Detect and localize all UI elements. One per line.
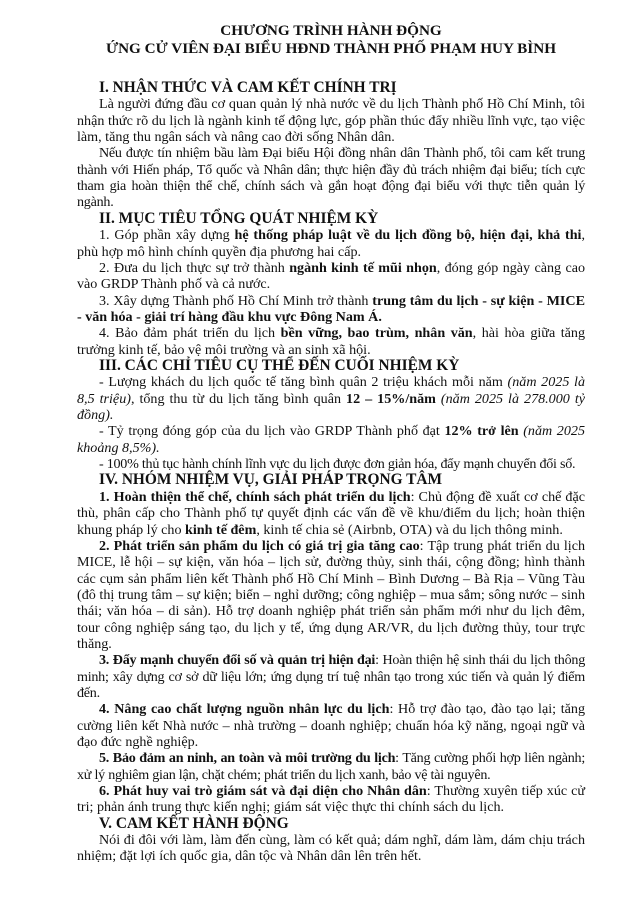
text: : Hỗ trợ đào tạo, đào tạo lại; tăng cường liên kết Nhà nước – nhà trường – doanh nghiệp; chuẩn hóa kỹ năng, ngoại ngữ và đạo đức nghề nghiệp. (77, 701, 585, 750)
section-4-heading: IV. NHÓM NHIỆM VỤ, GIẢI PHÁP TRỌNG TÂM (99, 471, 443, 489)
title-line-2: ỨNG CỬ VIÊN ĐẠI BIỂU HĐND THÀNH PHỐ PHẠM HUY BÌNH (105, 39, 557, 57)
emphasis: trung tâm du lịch - sự kiện - MICE - văn hóa - giải trí hàng đầu khu vực Đông Nam Á. (77, 292, 585, 325)
text: , tổng thu từ du lịch tăng bình quân (130, 390, 347, 407)
task-item (77, 750, 585, 783)
emphasis: hệ thống pháp luật về du lịch đồng bộ, hiện đại, khả thi (234, 227, 582, 244)
note: (năm 2025 là 8,5 triệu) (77, 374, 586, 407)
goal-item (77, 260, 585, 293)
text: - Tỷ trọng đóng góp của du lịch vào GRDP Thành phố đạt (99, 423, 445, 440)
section-3-heading: III. CÁC CHỈ TIÊU CỤ THỂ ĐẾN CUỐI NHIỆM KỲ (99, 356, 460, 374)
emphasis: 12 – 15%/năm (346, 390, 436, 407)
text: : Chủ động đề xuất cơ chế đặc thù, phân cấp cho Thành phố tự quyết định các vấn đề về khu/điểm du lịch; hoàn thiện khung pháp lý cho (77, 488, 585, 538)
document-title (57, 22, 605, 57)
target-item (77, 374, 585, 423)
note: (năm 2025 khoảng 8,5%). (77, 423, 585, 456)
section-5-heading: V. CAM KẾT HÀNH ĐỘNG (99, 814, 289, 832)
task-title: 6. Phát huy vai trò giám sát và đại diện cho Nhân dân (99, 783, 427, 800)
text: : Hoàn thiện hệ sinh thái du lịch thông minh; xây dựng cơ sở dữ liệu lớn; ứng dụng trí tuệ nhân tạo trong xúc tiến và quản lý điểm đến. (77, 652, 585, 701)
task-item (77, 701, 585, 750)
target-item: - 100% thủ tục hành chính lĩnh vực du lịch được đơn giản hóa, đẩy mạnh chuyển đổi số. (99, 456, 576, 473)
section-1-heading: I. NHẬN THỨC VÀ CAM KẾT CHÍNH TRỊ (99, 79, 397, 96)
text: , đóng góp ngày càng cao vào GRDP Thành phố và cả nước. (77, 259, 585, 293)
goal-item (77, 293, 585, 326)
text: : Thường xuyên tiếp xúc cử tri; phản ánh trung thực kiến nghị; giám sát việc thực thi chính sách du lịch. (77, 783, 585, 816)
emphasis: ngành kinh tế mũi nhọn (289, 259, 437, 276)
text: , phù hợp mô hình chính quyền địa phương hai cấp. (77, 227, 586, 260)
task-item (77, 783, 585, 816)
text: : Tăng cường phối hợp liên ngành; xử lý nghiêm gian lận, chặt chém; phát triển du lịch xanh, bảo vệ tài nguyên. (77, 750, 586, 783)
section-1-paragraph: Là người đứng đầu cơ quan quản lý nhà nước về du lịch Thành phố Hồ Chí Minh, tôi nhận thức rõ du lịch là ngành kinh tế động lực, góp phần thúc đẩy nhiều lĩnh vực, tạo việc làm, tăng thu ngân sách và nâng cao đời sống Nhân dân. (77, 96, 585, 146)
document-page (77, 22, 585, 865)
task-title: 4. Nâng cao chất lượng nguồn nhân lực du lịch (99, 701, 390, 718)
title-line-1: CHƯƠNG TRÌNH HÀNH ĐỘNG (220, 22, 442, 39)
task-title: 5. Bảo đảm an ninh, an toàn và môi trường du lịch (99, 750, 396, 767)
task-item (77, 538, 585, 652)
emphasis: bền vững, bao trùm, nhân văn (280, 325, 473, 342)
section-5-paragraph: Nói đi đôi với làm, làm đến cùng, làm có kết quả; dám nghĩ, dám làm, dám chịu trách nhiệm; đặt lợi ích quốc gia, dân tộc và Nhân dân lên trên hết. (77, 832, 585, 865)
text: 1. Góp phần xây dựng (99, 227, 235, 244)
text: - Lượng khách du lịch quốc tế tăng bình quân 2 triệu khách mỗi năm (99, 374, 508, 391)
text: , kinh tế chia sẻ (Airbnb, OTA) và du lịch thông minh. (256, 521, 563, 538)
text: 2. Đưa du lịch thực sự trở thành (99, 259, 290, 276)
section-1-paragraph: Nếu được tín nhiệm bầu làm Đại biểu Hội đồng nhân dân Thành phố, tôi cam kết trung thành với Hiến pháp, Tổ quốc và Nhân dân; thực hiện đầy đủ trách nhiệm đại biểu; tích cực tham gia hoàn thiện thể chế, chính sách và gắn hoạt động đại biểu với thực tiễn quản lý ngành. (77, 145, 585, 211)
goal-item (77, 227, 585, 260)
task-title: 3. Đẩy mạnh chuyển đổi số và quản trị hiện đại (99, 652, 376, 669)
emphasis: kinh tế đêm (185, 521, 257, 538)
target-item (77, 423, 585, 456)
goal-item (77, 325, 585, 358)
text: 3. Xây dựng Thành phố Hồ Chí Minh trở thành (99, 292, 373, 309)
task-title: 1. Hoàn thiện thể chế, chính sách phát triển du lịch (99, 488, 411, 505)
text: : Tập trung phát triển du lịch MICE, lễ hội – sự kiện, văn hóa – lịch sử, đường thủy, sinh thái, cộng đồng; hình thành các cụm sản phẩm liên kết Thành phố Hồ Chí Minh – Bình Dương – Bà Rịa – Vũng Tàu (đô thị trung tâm – sự kiện; biển – nghỉ dưỡng; công nghiệp – mua sắm; sông nước – sinh thái; văn hóa – di sản). Hỗ trợ doanh nghiệp phát triển sản phẩm mới như du lịch đêm, tour công nghiệp sáng tạo, du lịch y tế, ứng dụng AR/VR, du lịch đường thủy, tour trực thăng. (77, 537, 585, 652)
text: 4. Bảo đảm phát triển du lịch (99, 325, 281, 342)
task-item (77, 652, 585, 701)
note: (năm 2025 là 278.000 tỷ đồng). (77, 390, 585, 424)
section-2-heading: II. MỤC TIÊU TỔNG QUÁT NHIỆM KỲ (99, 209, 379, 227)
task-title: 2. Phát triển sản phẩm du lịch có giá trị gia tăng cao (99, 537, 420, 554)
text: , hài hòa giữa tăng trưởng kinh tế, bảo vệ môi trường và an sinh xã hội. (77, 325, 585, 358)
task-item (77, 489, 585, 538)
emphasis: 12% trở lên (444, 423, 519, 440)
